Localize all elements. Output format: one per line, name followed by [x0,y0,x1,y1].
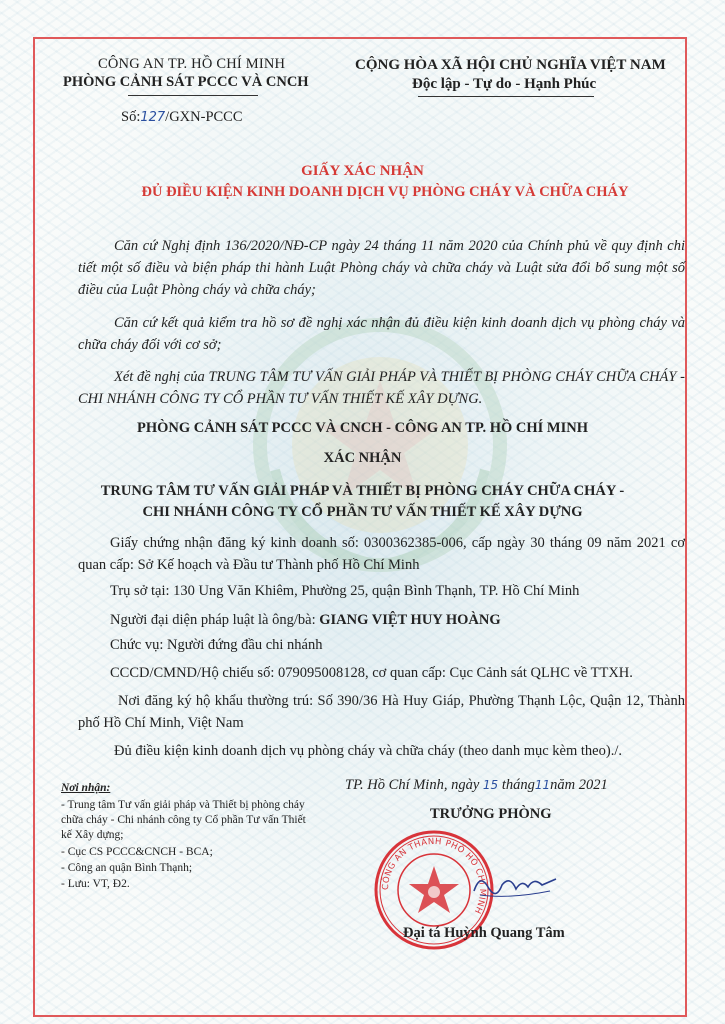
agency-underline [128,95,258,96]
head-office: Trụ sở tại: 130 Ung Văn Khiêm, Phường 25, quận Bình Thạnh, TP. Hồ Chí Minh [110,583,580,599]
handwritten-day: 15 [482,778,499,792]
company-name-line-1: TRUNG TÂM TƯ VẤN GIẢI PHÁP VÀ THIẾT BỊ PHÒNG CHÁY CHỮA CHÁY - [100,483,625,499]
confirm-heading: XÁC NHẬN [323,450,402,466]
document-number-handwritten: 127 [140,110,166,125]
permanent-residence: Nơi đăng ký hộ khẩu thường trú: Số 390/36 Hà Huy Giáp, Phường Thạnh Lộc, Quận 12, Thành phố Hồ Chí Minh, Việt Nam [78,693,685,731]
position: Chức vụ: Người đứng đầu chi nhánh [110,637,323,653]
recipient-item: - Trung tâm Tư vấn giải pháp và Thiết bị phòng cháy chữa cháy - Chi nhánh công ty Cổ phần Tư vấn Thiết kế Xây dựng; [61,799,306,841]
agency-name: PHÒNG CẢNH SÁT PCCC VÀ CNCH [63,74,309,90]
document-subtitle: ĐỦ ĐIỀU KIỆN KINH DOANH DỊCH VỤ PHÒNG CHÁY VÀ CHỮA CHÁY [141,184,629,200]
document-title: GIẤY XÁC NHẬN [301,163,424,179]
signer-title: TRƯỞNG PHÒNG [430,806,552,822]
legal-representative-label: Người đại diện pháp luật là ông/bà: [110,612,316,628]
document-number-label: Số: [121,109,141,125]
national-motto: Độc lập - Tự do - Hạnh Phúc [412,76,597,92]
national-title: CỘNG HÒA XÃ HỘI CHỦ NGHĨA VIỆT NAM [355,57,666,73]
motto-underline [418,96,594,97]
recipient-item: - Lưu: VT, Đ2. [61,878,130,890]
recipient-item: - Cục CS PCCC&CNCH - BCA; [61,846,213,858]
legal-representative-name: GIANG VIỆT HUY HOÀNG [319,612,501,628]
company-name-line-2: CHI NHÁNH CÔNG TY CỔ PHẦN TƯ VẤN THIẾT KẾ XÂY DỰNG [142,504,583,520]
recipient-item: - Công an quận Bình Thạnh; [61,862,193,874]
place-date [345,777,608,794]
recipients-label: Nơi nhận: [61,782,111,794]
legal-representative [110,609,720,631]
agency-parent: CÔNG AN TP. HỒ CHÍ MINH [98,56,286,72]
issuing-authority: PHÒNG CẢNH SÁT PCCC VÀ CNCH - CÔNG AN TP. HỒ CHÍ MINH [136,420,588,436]
seal-text: CÔNG AN THÀNH PHỐ HỒ CHÍ MINH [380,836,488,916]
id-number: CCCD/CMND/Hộ chiếu số: 079095008128, cơ quan cấp: Cục Cảnh sát QLHC về TTXH. [110,665,633,681]
handwritten-signature [470,865,560,905]
signer-name: Đại tá Huỳnh Quang Tâm [403,925,565,941]
basis-paragraph-2: Căn cứ kết quả kiểm tra hồ sơ đề nghị xác nhận đủ điều kiện kinh doanh dịch vụ phòng cháy và chữa cháy đối với cơ sở; [78,315,685,353]
basis-paragraph-3: Xét đề nghị của TRUNG TÂM TƯ VẤN GIẢI PHÁP VÀ THIẾT BỊ PHÒNG CHÁY CHỮA CHÁY - CHI NHÁNH CÔNG TY CỔ PHẦN TƯ VẤN THIẾT KẾ XÂY DỰNG. [78,369,685,407]
month-label: tháng [501,777,535,793]
handwritten-month: 11 [534,778,551,792]
year-label: năm 2021 [550,777,608,793]
eligibility-statement: Đủ điều kiện kinh doanh dịch vụ phòng cháy và chữa cháy (theo danh mục kèm theo)./. [114,743,622,759]
basis-paragraph-1: Căn cứ Nghị định 136/2020/NĐ-CP ngày 24 tháng 11 năm 2020 của Chính phủ về quy định chi tiết một số điều và biện pháp thi hành Luật Phòng cháy và chữa cháy và Luật sửa đổi bổ sung một số điều của Luật Phòng cháy và chữa cháy; [78,238,685,298]
business-registration: Giấy chứng nhận đăng ký kinh doanh số: 0300362385-006, cấp ngày 30 tháng 09 năm 2021 cơ quan cấp: Sở Kế hoạch và Đầu tư Thành phố Hồ Chí Minh [78,535,685,573]
document-number-suffix: /GXN-PCCC [165,109,243,125]
place-date-prefix: TP. Hồ Chí Minh, ngày [345,777,480,793]
document-number [121,109,243,126]
